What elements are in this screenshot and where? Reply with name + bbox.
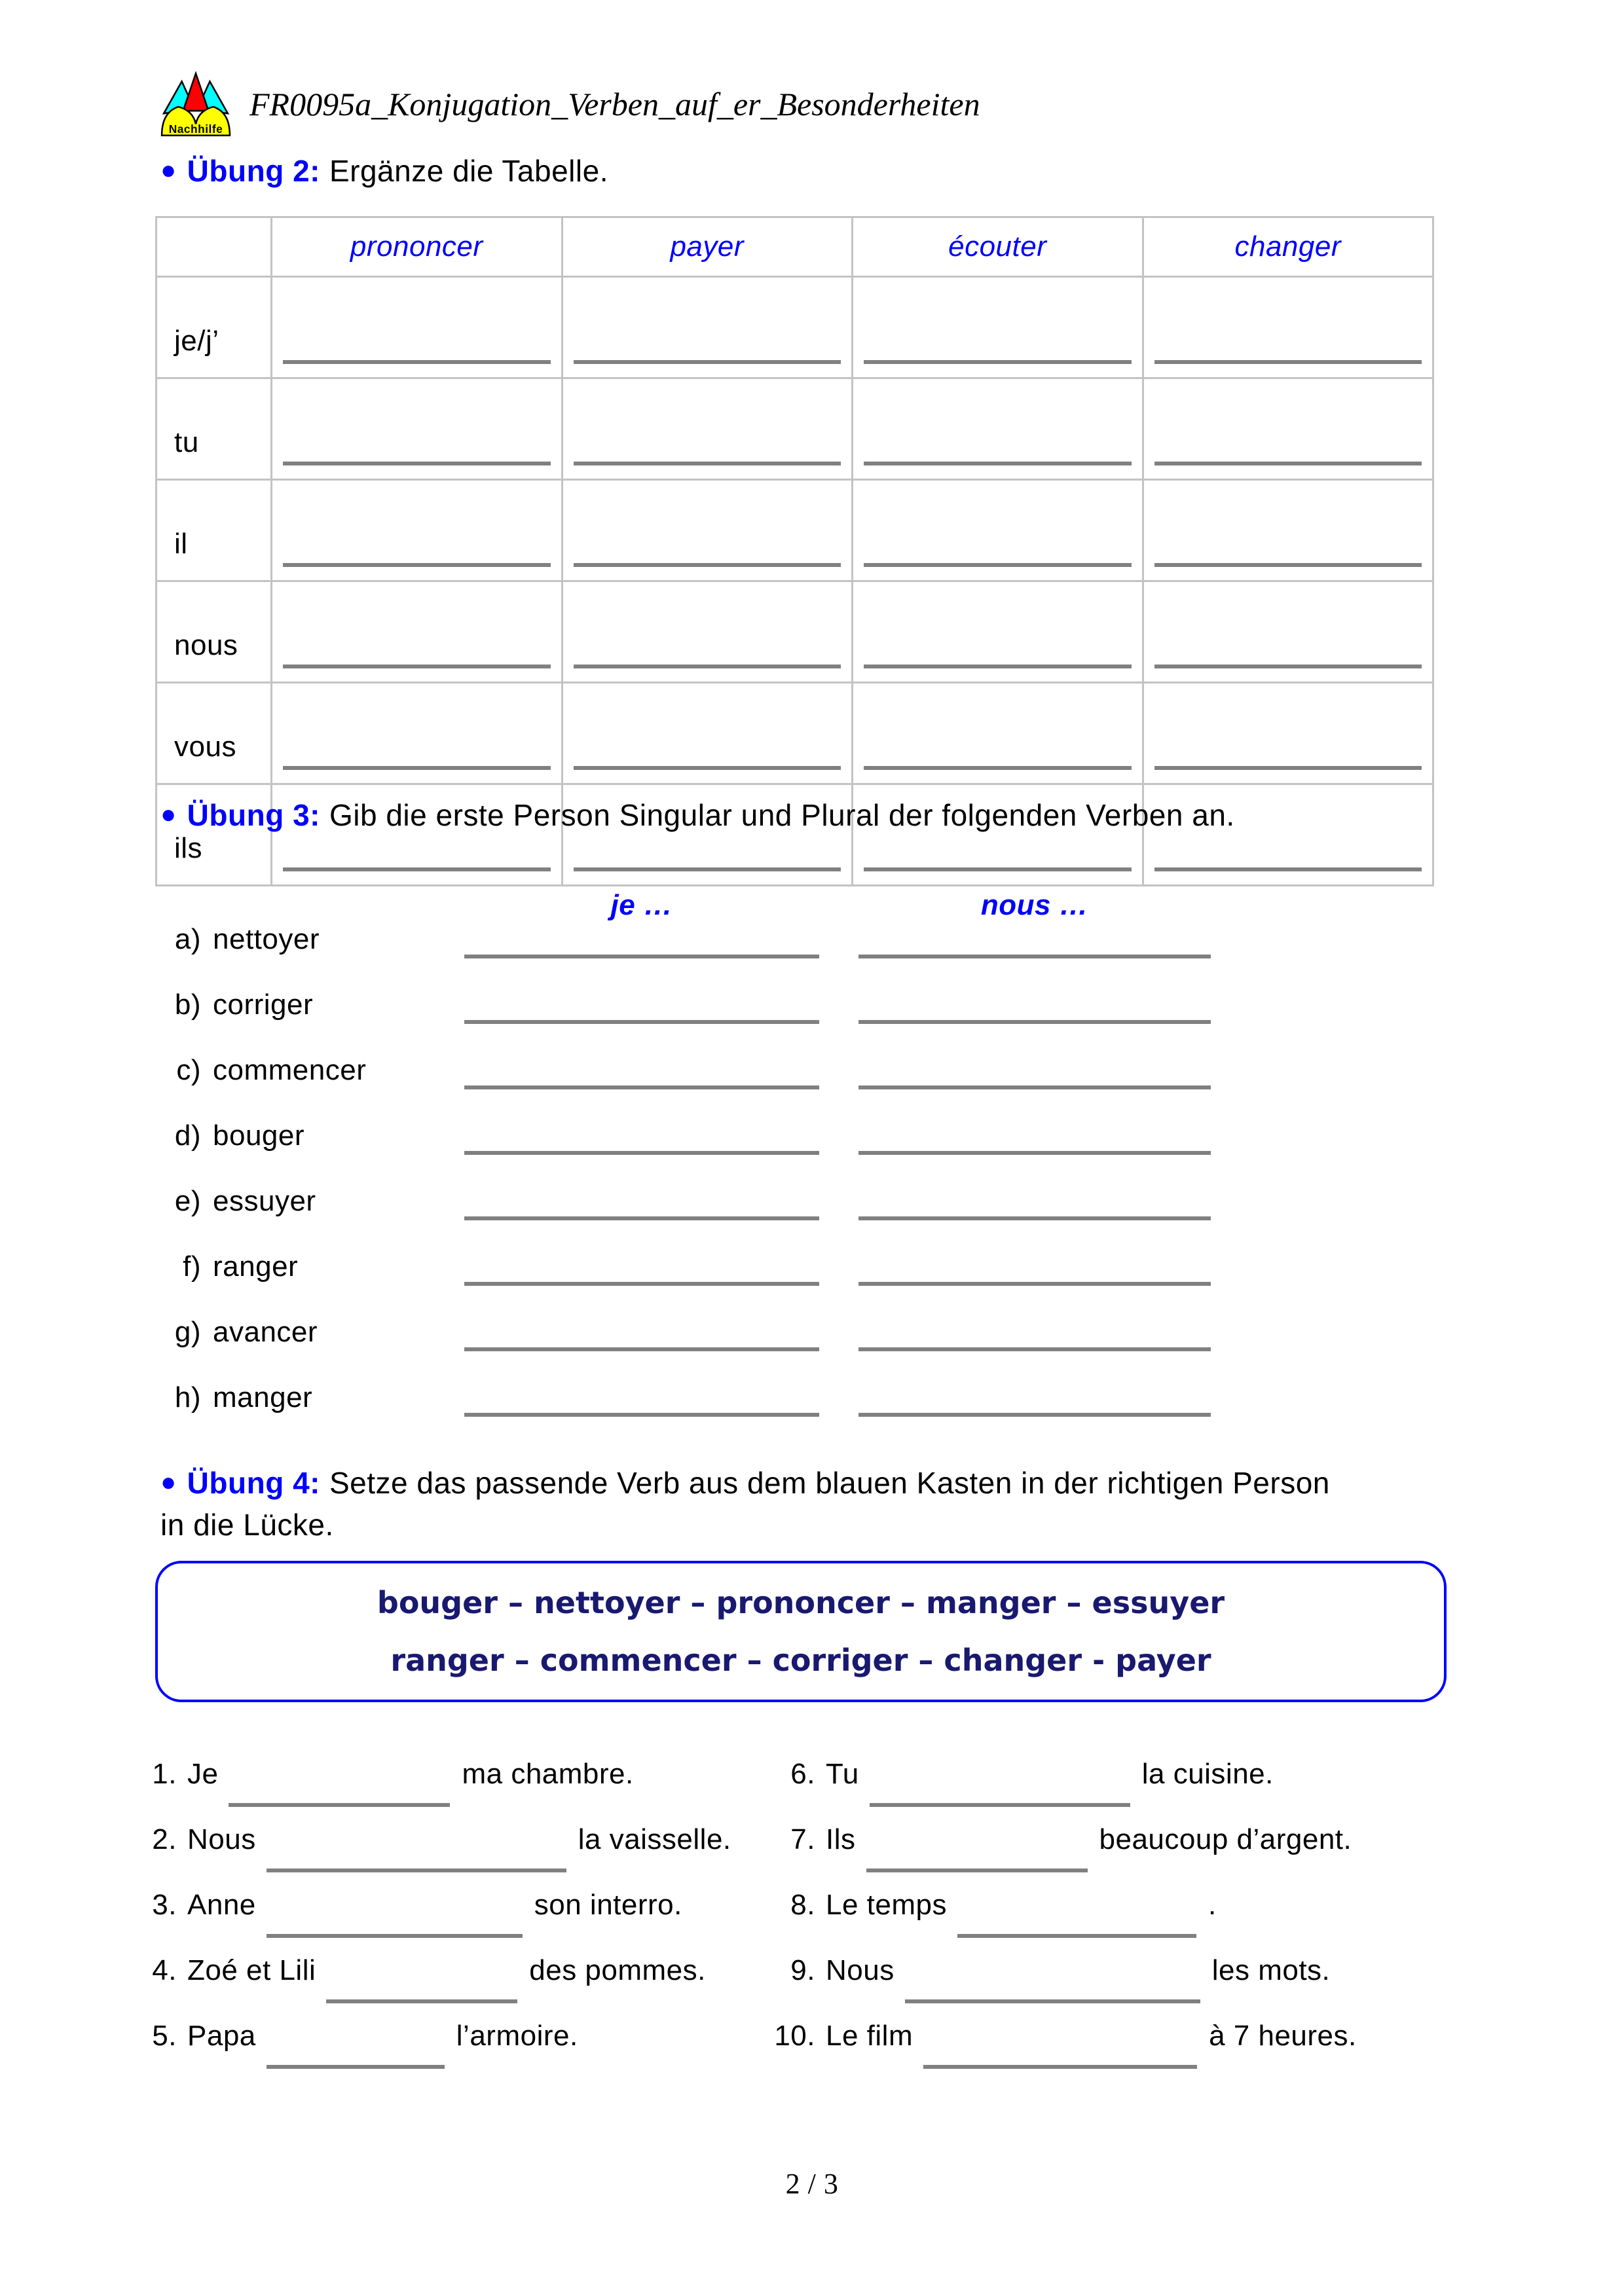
row-header: ils: [157, 784, 272, 886]
answer-blank: [858, 1216, 1211, 1220]
answer-blank: [574, 563, 841, 567]
column-header: changer: [1143, 217, 1433, 277]
sentence-row: [121, 1741, 1549, 1807]
answer-blank: [464, 955, 819, 958]
document-title: FR0095a_Konjugation_Verben_auf_er_Besonderheiten: [249, 86, 980, 122]
sentence: 10. Le film à 7 heures.: [760, 2003, 1357, 2069]
answer-blank: [858, 1151, 1211, 1155]
bullet-icon: ●: [160, 1468, 177, 1497]
conjugation-table: [155, 216, 1434, 886]
answer-blank: [229, 1741, 450, 1807]
answer-blank: [283, 766, 551, 770]
verb-item-row: [0, 961, 1624, 1027]
answer-blank: [574, 462, 841, 465]
exercise3-label: Übung 3:: [187, 798, 320, 832]
sentence-row: [121, 1807, 1549, 1872]
answer-blank: [858, 1020, 1211, 1024]
exercise3-col-header-je: je …: [610, 889, 673, 921]
verb-item-row: [0, 1157, 1624, 1223]
answer-cell: [1143, 581, 1433, 683]
verb-label: g) avancer: [174, 1316, 318, 1348]
table-row: [157, 683, 1433, 784]
corner-cell: [157, 217, 272, 277]
page-number: 2 / 3: [785, 2168, 839, 2200]
answer-blank: [267, 1807, 566, 1872]
verb-label: c) commencer: [176, 1054, 367, 1086]
answer-blank: [870, 1741, 1130, 1807]
verb-label: e) essuyer: [174, 1185, 316, 1217]
exercise2-label: Übung 2:: [187, 154, 320, 188]
exercise3-heading: [160, 793, 1235, 836]
sentence: 6. Tu la cuisine.: [760, 1741, 1274, 1807]
answer-blank: [267, 2003, 445, 2069]
table-row: [157, 480, 1433, 581]
verb-item-row: [0, 1288, 1624, 1354]
answer-blank: [864, 563, 1132, 567]
verb-label: d) bouger: [174, 1120, 305, 1152]
answer-cell: [272, 480, 563, 581]
answer-cell: [853, 378, 1143, 480]
answer-blank: [574, 665, 841, 668]
exercise2-instruction: Ergänze die Tabelle.: [329, 154, 608, 188]
answer-blank: [326, 1938, 517, 2003]
answer-cell: [562, 480, 853, 581]
answer-blank: [1154, 360, 1422, 364]
answer-blank: [464, 1085, 819, 1089]
answer-cell: [1143, 277, 1433, 378]
answer-blank: [574, 360, 841, 364]
exercise4-heading: [160, 1461, 1477, 1546]
exercise4-instruction-line1: Setze das passende Verb aus dem blauen Kasten in der richtigen Person: [329, 1466, 1330, 1500]
verb-item-row: [0, 1223, 1624, 1288]
verb-item-row: [0, 1027, 1624, 1092]
verb-label: f) ranger: [183, 1250, 299, 1283]
answer-blank: [574, 766, 841, 770]
word-box-line1: bouger – nettoyer – prononcer – manger – essuyer: [377, 1585, 1225, 1621]
bullet-icon: ●: [160, 156, 177, 185]
answer-blank: [283, 665, 551, 668]
answer-blank: [1154, 766, 1422, 770]
answer-blank: [1154, 867, 1422, 871]
answer-cell: [853, 277, 1143, 378]
sentence: 3. Anne son interro.: [121, 1872, 760, 1938]
column-header: prononcer: [272, 217, 563, 277]
bullet-icon: ●: [160, 800, 177, 829]
answer-cell: [272, 277, 563, 378]
sentence: 8. Le temps .: [760, 1872, 1217, 1938]
answer-cell: [562, 378, 853, 480]
row-header: je/j’: [157, 277, 272, 378]
answer-cell: [562, 581, 853, 683]
answer-cell: [853, 581, 1143, 683]
exercise4-instruction-line2: in die Lücke.: [160, 1508, 334, 1542]
answer-blank: [267, 1872, 523, 1938]
answer-blank: [574, 867, 841, 871]
answer-blank: [864, 462, 1132, 465]
answer-cell: [1143, 683, 1433, 784]
sentence-row: [121, 2003, 1549, 2069]
answer-blank: [858, 1282, 1211, 1286]
answer-blank: [283, 462, 551, 465]
table-header-row: [157, 217, 1433, 277]
answer-blank: [957, 1872, 1196, 1938]
answer-cell: [562, 683, 853, 784]
answer-cell: [272, 378, 563, 480]
answer-blank: [864, 867, 1132, 871]
word-box-line2: ranger – commencer – corriger – changer - payer: [390, 1642, 1211, 1678]
answer-blank: [923, 2003, 1197, 2069]
table-row: [157, 581, 1433, 683]
sentence: 2. Nous la vaisselle.: [121, 1807, 760, 1872]
answer-cell: [562, 277, 853, 378]
answer-blank: [464, 1020, 819, 1024]
answer-blank: [464, 1151, 819, 1155]
answer-blank: [905, 1938, 1200, 2003]
answer-blank: [464, 1347, 819, 1351]
answer-cell: [1143, 480, 1433, 581]
sentence-row: [121, 1872, 1549, 1938]
svg-text:Nachhilfe: Nachhilfe: [168, 122, 223, 136]
answer-blank: [1154, 665, 1422, 668]
verb-word-box: [155, 1561, 1447, 1702]
sentence: 5. Papa l’armoire.: [121, 2003, 760, 2069]
answer-blank: [864, 360, 1132, 364]
answer-blank: [864, 766, 1132, 770]
answer-blank: [864, 665, 1132, 668]
verb-label: h) manger: [174, 1381, 313, 1413]
answer-blank: [858, 1347, 1211, 1351]
verb-item-row: [0, 1092, 1624, 1157]
exercise4-label: Übung 4:: [187, 1466, 320, 1500]
answer-cell: [853, 480, 1143, 581]
exercise3-col-header-nous: nous …: [980, 889, 1089, 921]
sentence: 7. Ils beaucoup d’argent.: [760, 1807, 1352, 1872]
page-header: [159, 71, 980, 137]
answer-blank: [1154, 563, 1422, 567]
answer-blank: [464, 1282, 819, 1286]
answer-blank: [1154, 462, 1422, 465]
answer-blank: [283, 867, 551, 871]
verb-label: a) nettoyer: [174, 923, 320, 955]
answer-blank: [464, 1216, 819, 1220]
answer-cell: [853, 683, 1143, 784]
answer-cell: [272, 581, 563, 683]
nachhilfe-logo-icon: [159, 71, 232, 137]
row-header: vous: [157, 683, 272, 784]
sentence: 9. Nous les mots.: [760, 1938, 1330, 2003]
answer-blank: [858, 1413, 1211, 1417]
sentence: 1. Je ma chambre.: [121, 1741, 760, 1807]
verb-item-row: [0, 896, 1624, 961]
row-header: nous: [157, 581, 272, 683]
column-header: payer: [562, 217, 853, 277]
verb-item-row: [0, 1354, 1624, 1419]
table-row: [157, 378, 1433, 480]
answer-blank: [866, 1807, 1088, 1872]
answer-blank: [283, 360, 551, 364]
fill-in-sentences: [121, 1741, 1549, 2069]
column-header: écouter: [853, 217, 1143, 277]
verb-label: b) corriger: [174, 989, 314, 1021]
exercise3-instruction: Gib die erste Person Singular und Plural der folgenden Verben an.: [329, 798, 1235, 832]
row-header: tu: [157, 378, 272, 480]
answer-blank: [858, 955, 1211, 958]
table-row: [157, 277, 1433, 378]
exercise2-heading: [160, 149, 608, 192]
answer-blank: [283, 563, 551, 567]
sentence-row: [121, 1938, 1549, 2003]
answer-cell: [272, 683, 563, 784]
answer-cell: [1143, 378, 1433, 480]
sentence: 4. Zoé et Lili des pommes.: [121, 1938, 760, 2003]
answer-blank: [464, 1413, 819, 1417]
answer-blank: [858, 1085, 1211, 1089]
row-header: il: [157, 480, 272, 581]
